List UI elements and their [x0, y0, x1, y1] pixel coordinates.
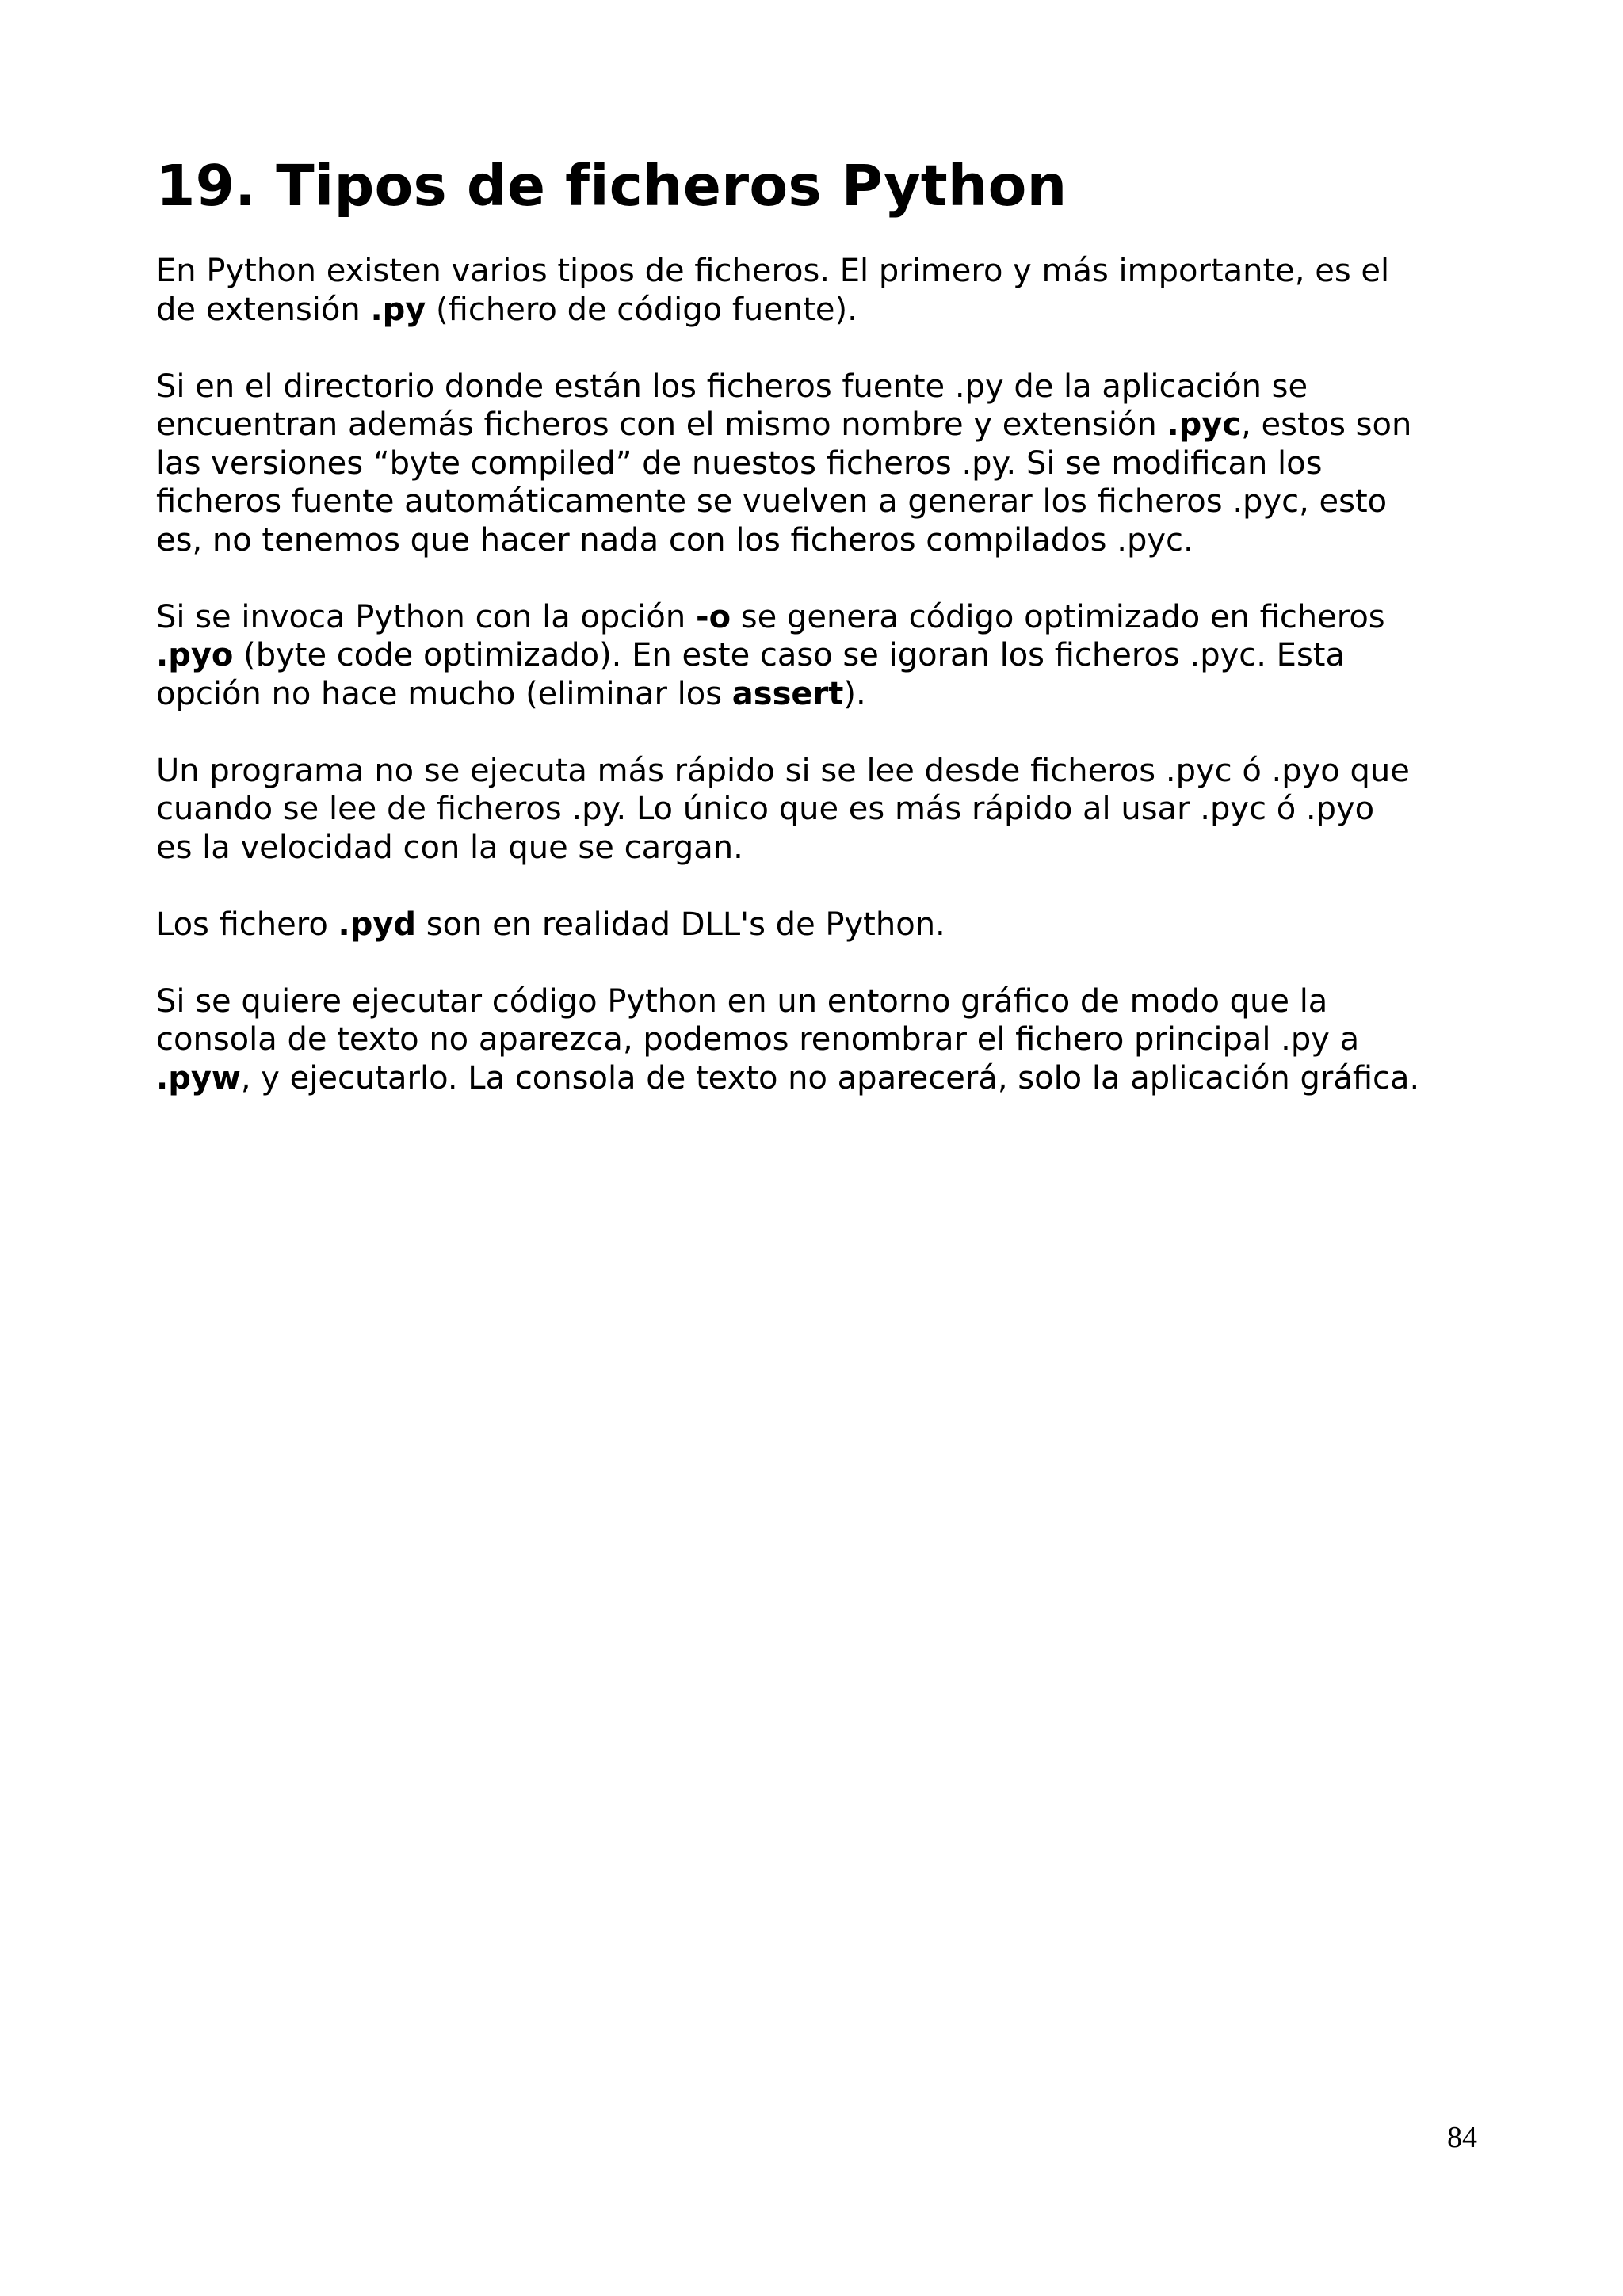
bold-term: .py	[370, 291, 426, 328]
paragraph	[156, 368, 1487, 560]
text-run: , y ejecutarlo. La consola de texto no aparecerá, solo la aplicación gráfica.	[240, 1059, 1420, 1097]
text-run: En Python existen varios tipos de ficheros. El primero y más importante, es el de extensión	[156, 253, 1390, 328]
bold-term: .pyc	[1167, 406, 1242, 443]
text-run: son en realidad DLL's de Python.	[416, 906, 945, 943]
paragraph	[156, 252, 1487, 329]
text-run: (byte code optimizado). En este caso se igoran los ficheros .pyc. Esta opción no hace mucho (eliminar los	[156, 637, 1345, 712]
bold-term: .pyo	[156, 637, 234, 673]
text-run: Un programa no se ejecuta más rápido si se lee desde ficheros .pyc ó .pyo que cuando se lee de ficheros .py. Lo único que es más rápido al usar .pyc ó .pyo es la velocidad con la que se cargan.	[156, 752, 1410, 866]
paragraph	[156, 598, 1487, 714]
paragraph	[156, 906, 1487, 944]
text-run: Si se quiere ejecutar código Python en un entorno gráfico de modo que la consola de texto no aparezca, podemos renombrar el fichero principal .py a	[156, 982, 1360, 1058]
bold-term: .pyw	[156, 1059, 241, 1097]
bold-term: -o	[695, 598, 731, 635]
text-run: Los fichero	[156, 906, 338, 943]
text-run: se genera código optimizado en ficheros	[740, 598, 1385, 635]
page-content	[156, 151, 1487, 1136]
text-run: ).	[843, 675, 866, 712]
paragraph	[156, 752, 1487, 868]
section-title: 19. Tipos de ficheros Python	[156, 153, 1067, 219]
text-run: Si en el directorio donde están los ficheros fuente .py de la aplicación se encuentran además ficheros con el mismo nombre y extensión	[156, 368, 1308, 443]
text-run: (fichero de código fuente).	[426, 291, 857, 328]
bold-term: .pyd	[338, 906, 417, 943]
text-run: , estos son las versiones “byte compiled” de nuestos ficheros .py. Si se modifican los ficheros fuente automáticamente se vuelven a generar los ficheros .pyc, esto es, no tenemos que hacer nada con los ficheros compilados .pyc.	[156, 406, 1412, 559]
text-run: Si se invoca Python con la opción	[156, 598, 696, 635]
page-number: 84	[1447, 2121, 1477, 2154]
bold-term: assert	[731, 675, 844, 712]
paragraph	[156, 982, 1487, 1098]
